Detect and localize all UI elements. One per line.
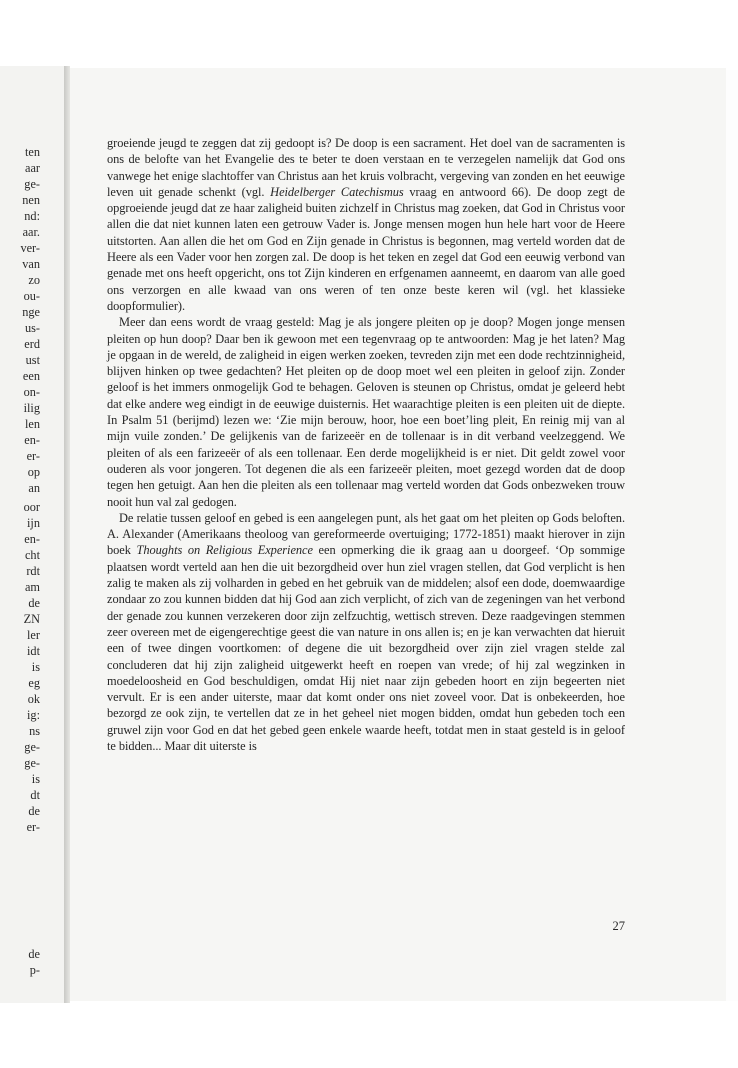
left-page-fragment: en- xyxy=(24,433,40,447)
left-page-fragment: is xyxy=(31,772,40,786)
left-page-fragment: zo xyxy=(28,273,40,287)
left-page-fragment: nen xyxy=(22,193,40,207)
left-page-fragment: oor xyxy=(23,500,40,514)
left-page-fragment: aar. xyxy=(22,225,40,239)
text-run: een opmerking die ik graag aan u doorgeef. ‘Op sommige plaatsen wordt verteld aan hen die uit bezorgdheid over hun ziel vragen stellen, dat God verplicht is hen zalig te maken als zij volharden in gebed en het gebruik van de middelen; alsof een dode, doemwaardige zondaar zo zou kunnen bidden dat hij God aan zich verplicht, of zich van de zegeningen van het verbond der genade zou kunnen verzekeren door zijn zelfzuchtig, wettisch streven. Deze raadgevingen stemmen zeer overeen met de eigengerechtige geest die van nature in ons allen is; en je kan verwachten dat hieruit een of twee dingen voortkomen: of degene die uit bezorgdheid over zijn ziel vragen stelde zal concluderen dat hij zijn zaligheid uitgewerkt heeft en roepen van vrede; of hij zal wegzinken in moedeloosheid en God beschuldigen, omdat Hij niet naar zijn gebeden hoort en zijn begeerten niet vervult. Er is een ander uiterste, maar dat komt onder ons niet zoveel voor. Dat is onbekeerden, hoe bezorgd ze ook zijn, te vertellen dat ze in het geheel niet mogen bidden, omdat hun gebeden toch een gruwel zijn voor God en dat het gebed geen enkele waarde heeft, totdat men in staat gesteld is in geloof te bidden... Maar dit uiterste is xyxy=(107,543,625,753)
left-page-fragment: is xyxy=(31,660,40,674)
left-page-fragment: ten xyxy=(24,145,40,159)
left-page-fragment: ver- xyxy=(20,241,40,255)
text-run: groeiende jeugd te zeggen dat zij gedoopt is? De doop is een sacrament. Het doel van de sacramenten is ons de belofte van het Evangelie des te beter te doen verstaan en te verzegelen namelijk dat God ons vanwege het enige slachtoffer van Christus aan het kruis volbracht, vergeving van zonden en het eeuwige leven uit genade schenkt (vgl. xyxy=(107,136,625,199)
left-page-fragments-top xyxy=(0,144,40,496)
italic-title: Heidelberger Catechismus xyxy=(270,184,404,199)
left-page-fragment: van xyxy=(22,257,40,271)
left-page-fragment: op xyxy=(27,465,40,479)
italic-title: Thoughts on Religious Experience xyxy=(136,543,313,558)
left-page-fragments-middle xyxy=(0,499,40,835)
left-page-fragment: de xyxy=(28,947,40,961)
left-page-fragment: een xyxy=(22,369,40,383)
left-page-fragment: an xyxy=(28,481,40,495)
left-page-fragment: er- xyxy=(26,449,40,463)
left-page-fragment: de xyxy=(28,596,40,610)
text-run: vraag en antwoord 66). De doop zegt de opgroeiende jeugd dat ze haar zaligheid buiten zichzelf in Christus mag zoeken, dat God in Christus voor allen die dat niet kunnen laten een getrouw Vader is. Jonge mensen mogen hun hele hart voor de Heere uitstorten. Aan allen die het om God en Zijn genade in Christus is begonnen, mag verteld worden dat de Heere als een Vader voor hen zorgen zal. De doop is het teken en zegel dat God een eeuwig verbond van genade met ons heeft opgericht, ons tot Zijn kinderen en erfgenamen aanneemt, en daarom van alle goed ons verzorgen en alle kwaad van ons weren of ten onze beste keren wil (vgl. het klassieke doopformulier). xyxy=(107,184,626,313)
left-page-fragment: rdt xyxy=(26,564,40,578)
text-run: Meer dan eens wordt de vraag gesteld: Mag je als jongere pleiten op je doop? Mogen jonge mensen pleiten op hun doop? Daar ben ik gewoon met een tegenvraag op te antwoorden: Mag je het laten? Mag je opgaan in de wereld, de zaligheid in eigen werken zoeken, tevreden zijn met een dode rechtzinnigheid, blijven hinken op twee gedachten? Het pleiten op de doop moet wel een pleiten in geloof zijn. Zonder geloof is het immers onmogelijk God te behagen. Geloven is steunen op Christus, omdat je geleerd hebt dat elke andere weg eindigt in de eeuwige duisternis. Het waarachtige pleiten is een pleiten uit de diepte. In Psalm 51 (berijmd) lezen we: ‘Zie mijn berouw, hoor, hoe een boet’ling pleit, En reinig mij van al mijn vuile zonden.’ De gelijkenis van de farizeeër en de tollenaar is in dit verband veelzeggend. We pleiten of als een farizeeër of als een tollenaar. Een derde mogelijkheid is er niet. Dit geldt zowel voor ouderen als voor jongeren. Tot degenen die als een farizeeër pleiten, moet gezegd worden dat de doop tegen hen getuigt. Aan hen die pleiten als een tollenaar mag verteld worden dat Gods onbezweken trouw nooit hun val zal gedogen. xyxy=(107,315,625,509)
left-page-fragment: de xyxy=(28,804,40,818)
left-page-fragment: er- xyxy=(26,820,40,834)
left-page-fragment: p- xyxy=(29,963,40,977)
left-page-fragment: idt xyxy=(27,644,40,658)
left-page-fragment: eg xyxy=(28,676,40,690)
left-page-fragment: erd xyxy=(24,337,40,351)
left-page-fragment: nd: xyxy=(24,209,40,223)
paragraph xyxy=(107,510,625,754)
left-page-fragment: en- xyxy=(24,532,40,546)
left-page-fragment: nge xyxy=(22,305,40,319)
left-page-fragment: ou- xyxy=(23,289,40,303)
left-page-fragment: ZN xyxy=(23,612,40,626)
left-page-fragment: ns xyxy=(29,724,40,738)
left-page-fragment: am xyxy=(24,580,40,594)
left-page-fragment: len xyxy=(24,417,40,431)
left-page-fragment: ler xyxy=(27,628,40,642)
left-page-fragment: ok xyxy=(27,692,40,706)
left-page-fragment: ig: xyxy=(27,708,40,722)
page-number: 27 xyxy=(612,919,625,933)
left-page-fragment: ust xyxy=(25,353,40,367)
text-run: De relatie tussen geloof en gebed is een aangelegen punt, als het gaat om het pleiten op Gods beloften. A. Alexander (Amerikaans theoloog van gereformeerde overtuiging; 1772-1851) maakt hierover in zijn boek xyxy=(107,510,625,558)
page-edge xyxy=(726,70,738,1001)
left-page-fragment: ge- xyxy=(24,756,40,770)
paragraph xyxy=(107,135,625,314)
left-page-fragment: cht xyxy=(24,548,40,562)
left-page-fragments-bottom xyxy=(0,946,40,978)
left-page xyxy=(0,66,64,1003)
left-page-fragment: ge- xyxy=(24,177,40,191)
left-page-fragment: ilig xyxy=(23,401,40,415)
left-page-fragment: ge- xyxy=(24,740,40,754)
left-page-fragment: us- xyxy=(24,321,40,335)
left-page-fragment: aar xyxy=(24,161,40,175)
body-text xyxy=(107,135,625,754)
left-page-fragment: dt xyxy=(30,788,40,802)
paragraph xyxy=(107,314,625,510)
left-page-fragment: ijn xyxy=(27,516,40,530)
left-page-fragment: on- xyxy=(23,385,40,399)
